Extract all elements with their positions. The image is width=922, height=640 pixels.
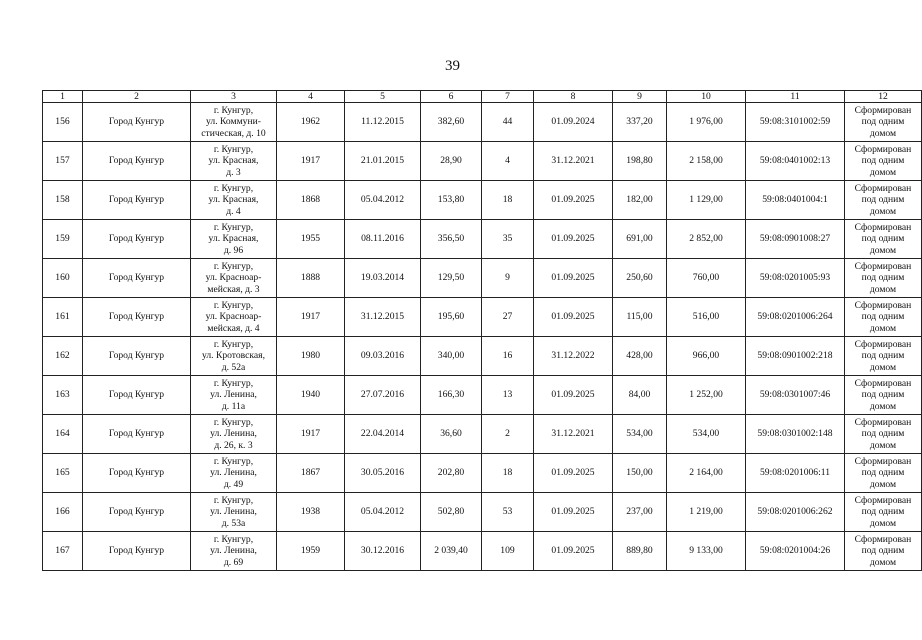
value-cell: 337,20 — [613, 103, 667, 142]
count-cell: 13 — [482, 376, 534, 415]
status-cell: Сформирован под одним домом — [845, 259, 922, 298]
column-header: 8 — [534, 91, 613, 103]
city-cell: Город Кунгур — [83, 454, 191, 493]
address-cell: г. Кунгур, ул. Красная, д. 3 — [191, 142, 277, 181]
table-row — [43, 493, 922, 532]
cadastral-number-cell: 59:08:0201005:93 — [746, 259, 845, 298]
table-row — [43, 142, 922, 181]
status-cell: Сформирован под одним домом — [845, 220, 922, 259]
date-cell: 05.04.2012 — [345, 493, 421, 532]
plan-date-cell: 01.09.2025 — [534, 298, 613, 337]
count-cell: 109 — [482, 532, 534, 571]
status-cell: Сформирован под одним домом — [845, 142, 922, 181]
status-cell: Сформирован под одним домом — [845, 337, 922, 376]
address-cell: г. Кунгур, ул. Кротовская, д. 52а — [191, 337, 277, 376]
table-row — [43, 415, 922, 454]
count-cell: 35 — [482, 220, 534, 259]
cadastral-number-cell: 59:08:0401004:1 — [746, 181, 845, 220]
row-number-cell: 159 — [43, 220, 83, 259]
column-header: 11 — [746, 91, 845, 103]
year-cell: 1955 — [277, 220, 345, 259]
value-cell: 150,00 — [613, 454, 667, 493]
area-cell: 166,30 — [421, 376, 482, 415]
total-cell: 1 129,00 — [667, 181, 746, 220]
year-cell: 1940 — [277, 376, 345, 415]
plan-date-cell: 01.09.2025 — [534, 220, 613, 259]
row-number-cell: 161 — [43, 298, 83, 337]
column-header: 12 — [845, 91, 922, 103]
year-cell: 1917 — [277, 415, 345, 454]
cadastral-number-cell: 59:08:0201006:264 — [746, 298, 845, 337]
total-cell: 1 219,00 — [667, 493, 746, 532]
plan-date-cell: 01.09.2025 — [534, 454, 613, 493]
city-cell: Город Кунгур — [83, 415, 191, 454]
table-body — [43, 103, 922, 571]
table-row — [43, 454, 922, 493]
value-cell: 534,00 — [613, 415, 667, 454]
date-cell: 30.12.2016 — [345, 532, 421, 571]
area-cell: 382,60 — [421, 103, 482, 142]
area-cell: 195,60 — [421, 298, 482, 337]
column-header: 6 — [421, 91, 482, 103]
row-number-cell: 160 — [43, 259, 83, 298]
row-number-cell: 164 — [43, 415, 83, 454]
status-cell: Сформирован под одним домом — [845, 493, 922, 532]
row-number-cell: 167 — [43, 532, 83, 571]
total-cell: 966,00 — [667, 337, 746, 376]
status-cell: Сформирован под одним домом — [845, 415, 922, 454]
year-cell: 1868 — [277, 181, 345, 220]
status-cell: Сформирован под одним домом — [845, 103, 922, 142]
count-cell: 18 — [482, 454, 534, 493]
total-cell: 760,00 — [667, 259, 746, 298]
count-cell: 16 — [482, 337, 534, 376]
area-cell: 202,80 — [421, 454, 482, 493]
address-cell: г. Кунгур, ул. Ленина, д. 26, к. 3 — [191, 415, 277, 454]
year-cell: 1888 — [277, 259, 345, 298]
cadastral-number-cell: 59:08:0301007:46 — [746, 376, 845, 415]
value-cell: 115,00 — [613, 298, 667, 337]
date-cell: 11.12.2015 — [345, 103, 421, 142]
year-cell: 1917 — [277, 142, 345, 181]
row-number-cell: 158 — [43, 181, 83, 220]
date-cell: 19.03.2014 — [345, 259, 421, 298]
area-cell: 129,50 — [421, 259, 482, 298]
table-row — [43, 181, 922, 220]
year-cell: 1962 — [277, 103, 345, 142]
plan-date-cell: 01.09.2025 — [534, 376, 613, 415]
total-cell: 534,00 — [667, 415, 746, 454]
city-cell: Город Кунгур — [83, 376, 191, 415]
count-cell: 44 — [482, 103, 534, 142]
date-cell: 27.07.2016 — [345, 376, 421, 415]
plan-date-cell: 01.09.2025 — [534, 532, 613, 571]
row-number-cell: 157 — [43, 142, 83, 181]
city-cell: Город Кунгур — [83, 259, 191, 298]
year-cell: 1867 — [277, 454, 345, 493]
city-cell: Город Кунгур — [83, 493, 191, 532]
column-header: 5 — [345, 91, 421, 103]
city-cell: Город Кунгур — [83, 181, 191, 220]
value-cell: 84,00 — [613, 376, 667, 415]
table-row — [43, 259, 922, 298]
city-cell: Город Кунгур — [83, 220, 191, 259]
cadastral-number-cell: 59:08:0401002:13 — [746, 142, 845, 181]
cadastral-number-cell: 59:08:0201004:26 — [746, 532, 845, 571]
plan-date-cell: 01.09.2025 — [534, 181, 613, 220]
address-cell: г. Кунгур, ул. Ленина, д. 11а — [191, 376, 277, 415]
address-cell: г. Кунгур, ул. Красная, д. 4 — [191, 181, 277, 220]
value-cell: 237,00 — [613, 493, 667, 532]
year-cell: 1980 — [277, 337, 345, 376]
value-cell: 889,80 — [613, 532, 667, 571]
total-cell: 2 164,00 — [667, 454, 746, 493]
address-cell: г. Кунгур, ул. Коммуни- стическая, д. 10 — [191, 103, 277, 142]
area-cell: 340,00 — [421, 337, 482, 376]
value-cell: 198,80 — [613, 142, 667, 181]
plan-date-cell: 31.12.2022 — [534, 337, 613, 376]
area-cell: 28,90 — [421, 142, 482, 181]
status-cell: Сформирован под одним домом — [845, 376, 922, 415]
row-number-cell: 162 — [43, 337, 83, 376]
status-cell: Сформирован под одним домом — [845, 532, 922, 571]
address-cell: г. Кунгур, ул. Красноар- мейская, д. 4 — [191, 298, 277, 337]
cadastral-number-cell: 59:08:3101002:59 — [746, 103, 845, 142]
total-cell: 516,00 — [667, 298, 746, 337]
date-cell: 22.04.2014 — [345, 415, 421, 454]
column-header: 4 — [277, 91, 345, 103]
cadastral-number-cell: 59:08:0201006:262 — [746, 493, 845, 532]
row-number-cell: 163 — [43, 376, 83, 415]
row-number-cell: 165 — [43, 454, 83, 493]
address-cell: г. Кунгур, ул. Красноар- мейская, д. 3 — [191, 259, 277, 298]
value-cell: 250,60 — [613, 259, 667, 298]
total-cell: 2 852,00 — [667, 220, 746, 259]
city-cell: Город Кунгур — [83, 142, 191, 181]
city-cell: Город Кунгур — [83, 532, 191, 571]
cadastral-number-cell: 59:08:0901002:218 — [746, 337, 845, 376]
value-cell: 428,00 — [613, 337, 667, 376]
column-number-row — [43, 91, 922, 103]
count-cell: 4 — [482, 142, 534, 181]
date-cell: 09.03.2016 — [345, 337, 421, 376]
plan-date-cell: 01.09.2024 — [534, 103, 613, 142]
column-header: 10 — [667, 91, 746, 103]
value-cell: 691,00 — [613, 220, 667, 259]
date-cell: 08.11.2016 — [345, 220, 421, 259]
row-number-cell: 156 — [43, 103, 83, 142]
area-cell: 502,80 — [421, 493, 482, 532]
total-cell: 1 976,00 — [667, 103, 746, 142]
city-cell: Город Кунгур — [83, 298, 191, 337]
city-cell: Город Кунгур — [83, 337, 191, 376]
cadastral-number-cell: 59:08:0901008:27 — [746, 220, 845, 259]
date-cell: 05.04.2012 — [345, 181, 421, 220]
area-cell: 153,80 — [421, 181, 482, 220]
plan-date-cell: 31.12.2021 — [534, 415, 613, 454]
total-cell: 1 252,00 — [667, 376, 746, 415]
total-cell: 9 133,00 — [667, 532, 746, 571]
count-cell: 2 — [482, 415, 534, 454]
table-row — [43, 376, 922, 415]
area-cell: 36,60 — [421, 415, 482, 454]
status-cell: Сформирован под одним домом — [845, 454, 922, 493]
page-number: 39 — [445, 58, 460, 74]
column-header: 3 — [191, 91, 277, 103]
date-cell: 31.12.2015 — [345, 298, 421, 337]
count-cell: 18 — [482, 181, 534, 220]
value-cell: 182,00 — [613, 181, 667, 220]
row-number-cell: 166 — [43, 493, 83, 532]
status-cell: Сформирован под одним домом — [845, 298, 922, 337]
column-header: 9 — [613, 91, 667, 103]
column-header: 1 — [43, 91, 83, 103]
column-header: 2 — [83, 91, 191, 103]
year-cell: 1917 — [277, 298, 345, 337]
count-cell: 27 — [482, 298, 534, 337]
table-row — [43, 337, 922, 376]
table-row — [43, 220, 922, 259]
status-cell: Сформирован под одним домом — [845, 181, 922, 220]
date-cell: 30.05.2016 — [345, 454, 421, 493]
area-cell: 356,50 — [421, 220, 482, 259]
address-cell: г. Кунгур, ул. Ленина, д. 53а — [191, 493, 277, 532]
count-cell: 9 — [482, 259, 534, 298]
address-cell: г. Кунгур, ул. Красная, д. 96 — [191, 220, 277, 259]
cadastral-number-cell: 59:08:0301002:148 — [746, 415, 845, 454]
area-cell: 2 039,40 — [421, 532, 482, 571]
housing-register-table — [42, 90, 922, 571]
plan-date-cell: 01.09.2025 — [534, 259, 613, 298]
address-cell: г. Кунгур, ул. Ленина, д. 49 — [191, 454, 277, 493]
count-cell: 53 — [482, 493, 534, 532]
plan-date-cell: 01.09.2025 — [534, 493, 613, 532]
year-cell: 1959 — [277, 532, 345, 571]
table-row — [43, 103, 922, 142]
table-row — [43, 532, 922, 571]
total-cell: 2 158,00 — [667, 142, 746, 181]
table-row — [43, 298, 922, 337]
city-cell: Город Кунгур — [83, 103, 191, 142]
plan-date-cell: 31.12.2021 — [534, 142, 613, 181]
year-cell: 1938 — [277, 493, 345, 532]
column-header: 7 — [482, 91, 534, 103]
cadastral-number-cell: 59:08:0201006:11 — [746, 454, 845, 493]
address-cell: г. Кунгур, ул. Ленина, д. 69 — [191, 532, 277, 571]
date-cell: 21.01.2015 — [345, 142, 421, 181]
